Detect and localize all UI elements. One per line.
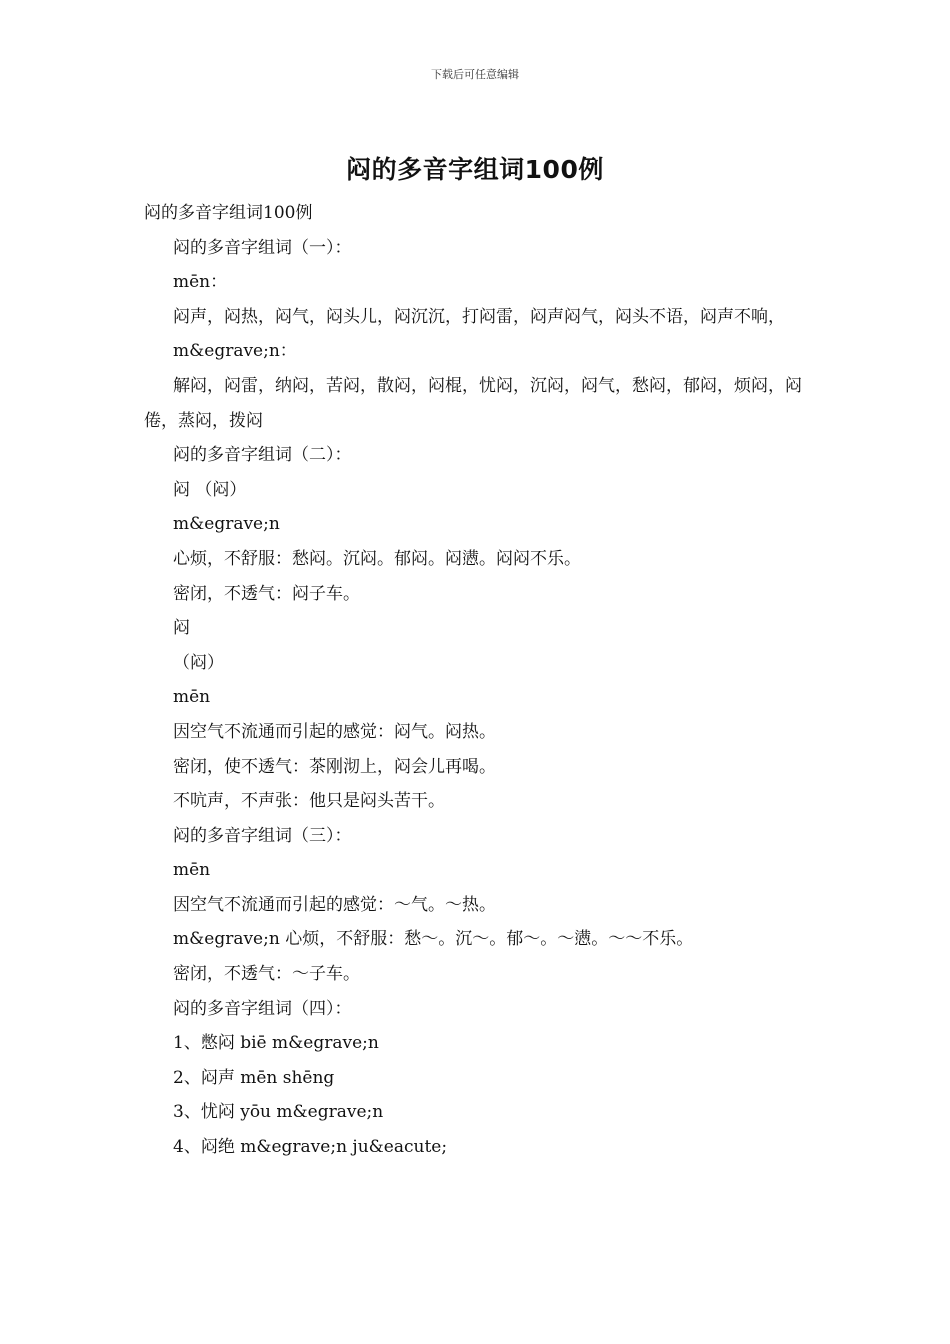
body-line-21: m&egrave;n 心烦，不舒服：愁～。沉～。郁～。～懑。～～不乐。 — [173, 929, 694, 950]
document-body — [144, 196, 812, 1165]
body-line-4: 闷声，闷热，闷气，闷头儿，闷沉沉，打闷雷，闷声闷气，闷头不语，闷声不响， — [173, 306, 785, 327]
body-line-15: 因空气不流通而引起的感觉：闷气。闷热。 — [173, 721, 496, 742]
body-line-17: 不吭声，不声张：他只是闷头苦干。 — [173, 791, 445, 812]
body-line-26: 3、忧闷 yōu m&egrave;n — [173, 1102, 384, 1123]
body-line-8: 闷 （闷） — [173, 479, 247, 500]
body-line-13: （闷） — [173, 652, 224, 673]
body-line-18: 闷的多音字组词（三）： — [173, 825, 352, 846]
body-line-20: 因空气不流通而引起的感觉：～气。～热。 — [173, 894, 496, 915]
body-line-23: 闷的多音字组词（四）： — [173, 998, 352, 1019]
body-line-25: 2、闷声 mēn shēng — [173, 1067, 335, 1088]
body-line-19: mēn — [173, 860, 211, 881]
body-line-24: 1、憋闷 biē m&egrave;n — [173, 1033, 379, 1054]
body-line-3: mēn： — [173, 272, 228, 293]
body-line-5: m&egrave;n： — [173, 341, 297, 362]
page-title: 闷的多音字组词100例 — [346, 155, 604, 184]
body-line-27: 4、闷绝 m&egrave;n ju&eacute; — [173, 1137, 448, 1158]
body-line-7: 闷的多音字组词（二）： — [173, 445, 352, 466]
body-line-11: 密闭，不透气：闷子车。 — [173, 583, 360, 604]
body-line-22: 密闭，不透气：～子车。 — [173, 964, 360, 985]
body-line-1: 闷的多音字组词100例 — [144, 203, 313, 223]
body-line-16: 密闭，使不透气：茶刚沏上，闷会儿再喝。 — [173, 756, 496, 777]
body-line-2: 闷的多音字组词（一）： — [173, 237, 352, 258]
body-line-9: m&egrave;n — [173, 514, 280, 535]
body-line-14: mēn — [173, 687, 211, 708]
header-note: 下载后可任意编辑 — [431, 68, 519, 81]
body-line-10: 心烦，不舒服：愁闷。沉闷。郁闷。闷懑。闷闷不乐。 — [173, 548, 581, 569]
body-line-6: 解闷，闷雷，纳闷，苦闷，散闷，闷棍，忧闷，沉闷，闷气，愁闷，郁闷，烦闷，闷倦，蒸闷，拨闷 — [144, 375, 802, 431]
body-line-12: 闷 — [173, 618, 190, 639]
